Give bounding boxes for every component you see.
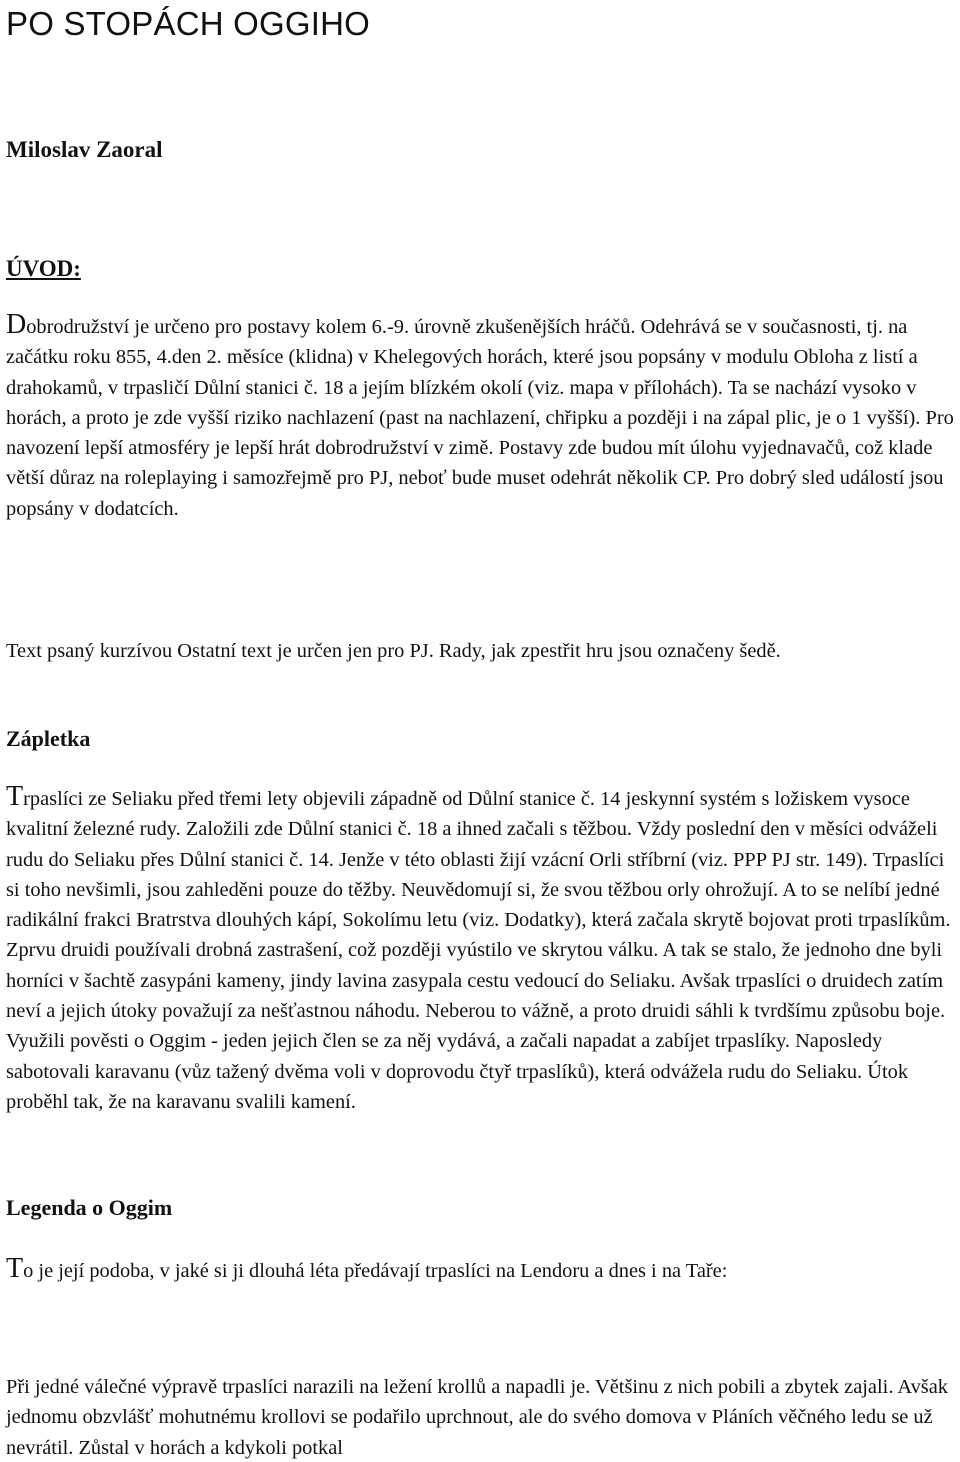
intro-paragraph	[6, 309, 958, 524]
legenda-intro-paragraph	[6, 1253, 958, 1286]
legenda-intro-dropcap: T	[6, 1253, 24, 1284]
legenda-paragraph: Při jedné válečné výpravě trpaslíci narazili na ležení krollů a napadli je. Většinu z nich pobili a zbytek zajali. Avšak jednomu obzvlášť mohutnému krollovi se podařilo uprchnout, ale do svého domova v Pláních věčného ledu se už nevrátil. Zůstal v horách a kdykoli potkal	[6, 1376, 948, 1459]
section-heading-legenda: Legenda o Oggim	[6, 1195, 173, 1220]
section-heading-zapletka: Zápletka	[6, 726, 91, 751]
document-title: PO STOPÁCH OGGIHO	[6, 5, 371, 42]
section-heading-uvod: ÚVOD:	[6, 256, 81, 281]
zapletka-dropcap: T	[6, 781, 24, 812]
author-name: Miloslav Zaoral	[6, 137, 163, 162]
intro-text: obrodružství je určeno pro postavy kolem 6.-9. úrovně zkušenějších hráčů. Odehrává se v současnosti, tj. na začátku roku 855, 4.den 2. měsíce (klidna) v Khelegových horách, které jsou popsány v modulu Obloha z listí a drahokamů, v trpasličí Důlní stanici č. 18 a jejím blízkém okolí (viz. mapa v přílohách). Ta se nachází vysoko v horách, a proto je zde vyšší riziko nachlazení (past na nachlazení, chřipku a později i na zápal plic, je o 1 vyšší). Pro navození lepší atmosféry je lepší hrát dobrodružství v zimě. Postavy zde budou mít úlohu vyjednavačů, což klade větší důraz na roleplaying i samozřejmě pro PJ, neboť bude muset odehrát několik CP. Pro dobrý sled událostí jsou popsány v dodatcích.	[6, 316, 954, 520]
zapletka-text: rpaslíci ze Seliaku před třemi lety objevili západně od Důlní stanice č. 14 jeskynní systém s ložiskem vysoce kvalitní železné rudy. Založili zde Důlní stanici č. 18 a ihned začali s těžbou. Vždy poslední den v měsíci odváželi rudu do Seliaku přes Důlní stanici č. 14. Jenže v této oblasti žijí vzácní Orli stříbrní (viz. PPP PJ str. 149). Trpaslíci si toho nevšimli, jsou zahleděni pouze do těžby. Neuvědomují si, že svou těžbou orly ohrožují. A to se nelíbí jedné radikální frakci Bratrstva dlouhých kápí, Sokolímu letu (viz. Dodatky), která začala skrytě bojovat proti trpaslíkům. Zprvu druidi používali drobná zastrašení, což později vyústilo ve skrytou válku. A tak se stalo, že jednoho dne byli horníci v šachtě zasypáni kameny, jindy lavina zasypala cestu vedoucí do Seliaku. Avšak trpaslíci o druidech zatím neví a jejich útoky považují za nešťastnou náhodu. Neberou to vážně, a proto druidi sáhli k tvrdšímu způsobu boje. Využili pověsti o Oggim - jeden jejich člen se za něj vydává, a začali napadat a zabíjet trpaslíky. Naposledy sabotovali karavanu (vůz tažený dvěma voli v doprovodu čtyř trpaslíků), která odvážela rudu do Seliaku. Útok proběhl tak, že na karavanu svalili kamení.	[6, 788, 951, 1113]
formatting-note-paragraph: Text psaný kurzívou Ostatní text je určen jen pro PJ. Rady, jak zpestřit hru jsou označeny šedě.	[6, 640, 781, 662]
zapletka-paragraph	[6, 781, 958, 1117]
intro-dropcap: D	[6, 309, 27, 340]
legenda-intro-text: o je její podoba, v jaké si ji dlouhá léta předávají trpaslíci na Lendoru a dnes i na Taře:	[23, 1260, 728, 1282]
